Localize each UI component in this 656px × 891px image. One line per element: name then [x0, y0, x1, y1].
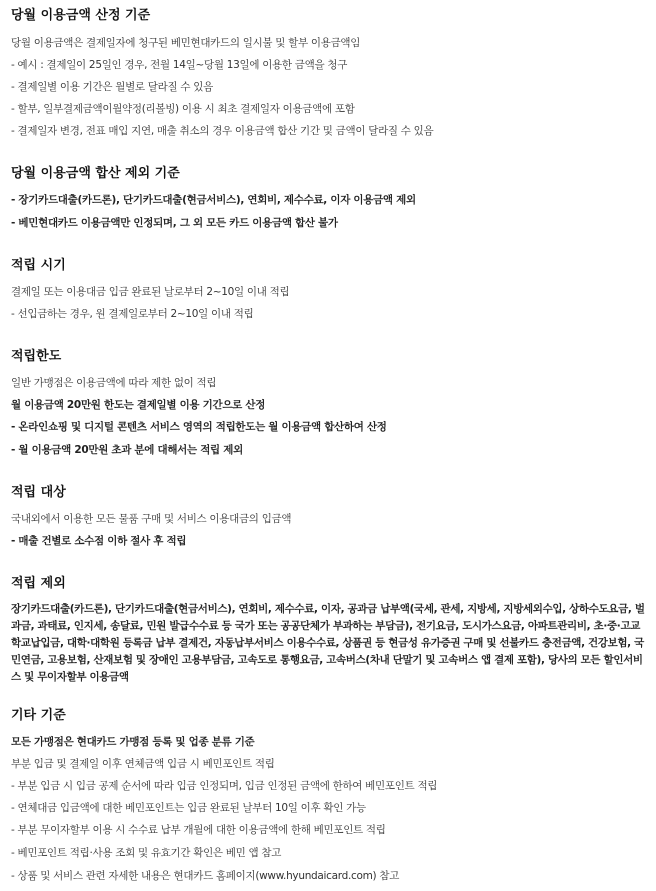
exclusion-paragraph: 장기카드대출(카드론), 단기카드대출(현금서비스), 연회비, 제수수료, 이자, 공과금 납부액(국세, 관세, 지방세, 지방세외수입, 상하수도요금, 벌과금, 과태료, 인지세, 송달료, 민원 발급수수료 등 국가 또는 공공단체가 부과하는 부담금), 전기요금, 도시가스요금, 아파트관리비, 초·중·고교 학교납입금, 대학·대학원 등록금 납부 결제건, 자동납부서비스 이용수수료, 상품권 등 현금성 유가증권 구매 및 선불카드 충전금액, 건강보험, 국민연금, 고용보험, 산재보험 및 장애인 고용부담금, 고속도로 통행요금, 고속버스(차내 단말기 및 고속버스 앱 결제 포함), 당사의 모든 할인서비스 및 무이자할부 이용금액 [11, 603, 645, 683]
section-accrual-timing [11, 257, 66, 275]
text-line: 일반 가맹점은 이용금액에 따라 제한 없이 적립 [11, 377, 217, 389]
section-accrual-limit [11, 348, 61, 366]
text-line: 국내외에서 이용한 모든 물품 구매 및 서비스 이용대금의 입금액 [11, 513, 292, 525]
text-line: - 상품 및 서비스 관련 자세한 내용은 현대카드 홈페이지(www.hyundaicard.com) 참고 [11, 870, 400, 882]
section-title: 기타 기준 [11, 708, 66, 723]
text-line: - 장기카드대출(카드론), 단기카드대출(현금서비스), 연회비, 제수수료, 이자 이용금액 제외 [11, 194, 416, 206]
section-title: 적립한도 [11, 349, 62, 364]
text-line: 월 이용금액 20만원 한도는 결제일별 이용 기간으로 산정 [11, 399, 266, 411]
section-title: 적립 대상 [11, 485, 66, 500]
section-accrual-exclusions [11, 575, 66, 593]
text-line: 모든 가맹점은 현대카드 가맹점 등록 및 업종 분류 기준 [11, 736, 255, 748]
section-usage-exclusion-criteria [11, 165, 180, 183]
text-line: - 베민현대카드 이용금액만 인정되며, 그 외 모든 카드 이용금액 합산 불가 [11, 217, 338, 229]
section-title: 적립 시기 [11, 258, 66, 273]
text-line: - 결제일자 변경, 전표 매입 지연, 매출 취소의 경우 이용금액 합산 기간 및 금액이 달라질 수 있음 [11, 125, 434, 137]
text-line: - 월 이용금액 20만원 초과 분에 대해서는 적립 제외 [11, 444, 243, 456]
text-line: - 부분 무이자할부 이용 시 수수료 납부 개월에 대한 이용금액에 한해 베민포인트 적립 [11, 824, 386, 836]
section-title: 적립 제외 [11, 576, 66, 591]
section-other-criteria [11, 707, 66, 725]
text-line: 부분 입금 및 결제일 이후 연체금액 입금 시 베민포인트 적립 [11, 758, 275, 770]
text-line: - 베민포인트 적립·사용 조회 및 유효기간 확인은 베민 앱 참고 [11, 847, 282, 859]
text-line: - 매출 건별로 소수점 이하 절사 후 적립 [11, 535, 187, 547]
section-accrual-target [11, 484, 66, 502]
text-line: - 연체대금 입금액에 대한 베민포인트는 입금 완료된 날부터 10일 이후 확인 가능 [11, 802, 366, 814]
text-line: - 예시 : 결제일이 25일인 경우, 전월 14일~당월 13일에 이용한 금액을 청구 [11, 59, 348, 71]
section-title: 당월 이용금액 합산 제외 기준 [11, 166, 180, 181]
section-title: 당월 이용금액 산정 기준 [11, 8, 151, 23]
text-line: - 온라인쇼핑 및 디지털 콘텐츠 서비스 영역의 적립한도는 월 이용금액 합산하여 산정 [11, 421, 387, 433]
text-line: 당월 이용금액은 결제일자에 청구된 베민현대카드의 일시불 및 할부 이용금액임 [11, 37, 361, 49]
section-monthly-usage-criteria [11, 7, 150, 25]
text-line: - 결제일별 이용 기간은 월별로 달라질 수 있음 [11, 81, 213, 93]
text-line: - 선입금하는 경우, 원 결제일로부터 2~10일 이내 적립 [11, 308, 254, 320]
text-line: - 할부, 일부결제금액이월약정(리볼빙) 이용 시 최초 결제일자 이용금액에 포함 [11, 103, 355, 115]
text-line: - 부분 입금 시 입금 공제 순서에 따라 입금 인정되며, 입금 인정된 금액에 한하여 베민포인트 적립 [11, 780, 438, 792]
text-line: 결제일 또는 이용대금 입금 완료된 날로부터 2~10일 이내 적립 [11, 286, 290, 298]
